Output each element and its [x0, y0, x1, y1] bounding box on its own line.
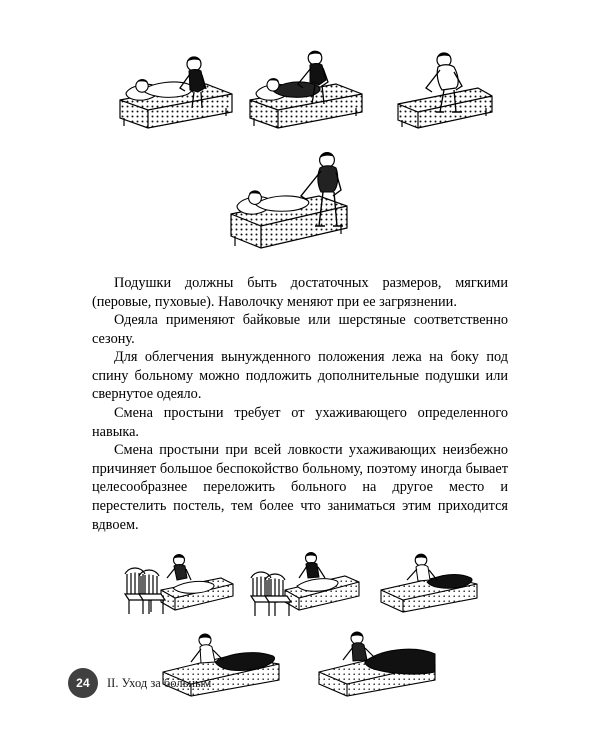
top-illustration-row-2 — [0, 138, 600, 256]
panel-caregiver-bending — [374, 30, 494, 130]
panel-patient-head-support — [215, 138, 385, 256]
panel-patient-lying-left — [106, 30, 234, 130]
page-number-badge: 24 — [68, 668, 98, 698]
bottom-illustration-row-1 — [0, 550, 600, 622]
paragraph-5: Смена простыни при всей ловкости ухаживающих неизбежно причиняет большое беспокойство больному, поэтому иногда бывает целесообразнее переложить больного на другое место и перестелить постель, тем более что заниматься этим приходится вдвоем. — [92, 442, 508, 533]
panel-chairs-bed-left — [117, 550, 235, 622]
paragraph-2: Одеяла применяют байковые или шерстяные соответственно сезону. — [92, 312, 508, 347]
panel-chairs-bed-middle — [245, 550, 363, 622]
paragraph-3: Для облегчения вынужденного положения лежа на боку под спину больному можно подложить дополнительные подушки или свернутое одеяло. — [92, 349, 508, 403]
paragraph-1: Подушки должны быть достаточных размеров, мягкими (перовые, пуховые). Наволочку меняют при ее загрязнении. — [92, 275, 508, 310]
running-head: II. Уход за больным — [107, 675, 212, 690]
page-footer — [68, 668, 211, 698]
body-text — [92, 274, 508, 534]
top-illustration-row-1 — [0, 30, 600, 130]
top-illustration-block — [0, 0, 600, 256]
panel-rolling-sheet — [373, 550, 483, 622]
paragraph-4: Смена простыни требует от ухаживающего определенного навыка. — [92, 405, 508, 440]
panel-covering-bed — [313, 628, 443, 706]
panel-patient-turned-side — [240, 30, 368, 130]
